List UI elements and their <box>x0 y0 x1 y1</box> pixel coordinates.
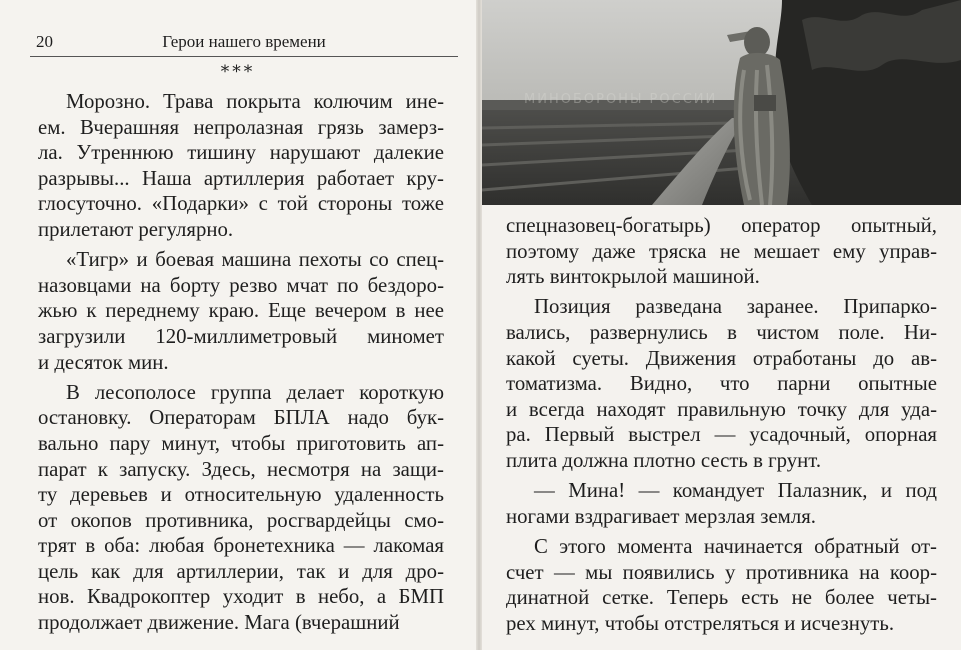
text-line: жью к переднему краю. Еще вечером в нее <box>38 299 444 323</box>
photo-watermark: МИНОБОРОНЫ РОССИИ <box>524 92 718 107</box>
running-header <box>30 30 458 57</box>
paragraph <box>38 89 444 243</box>
text-line: томатизма. Видно, что парни опытные <box>506 372 937 396</box>
text-line: счет — мы появились у противника на коор- <box>506 560 937 584</box>
right-body-text <box>506 213 937 636</box>
text-line: плита должна плотно сесть в грунт. <box>506 448 822 472</box>
paragraph <box>38 380 444 636</box>
text-line: разрывы... Наша артиллерия работает кру- <box>38 166 444 190</box>
text-line: Позиция разведана заранее. Припарко- <box>534 295 937 319</box>
soldier-photo <box>482 0 961 205</box>
text-line: Морозно. Трава покрыта колючим ине- <box>66 90 444 113</box>
text-line: какой суеты. Движения отработаны до ав- <box>506 346 937 370</box>
text-line: лять винтокрылой машиной. <box>506 265 760 289</box>
text-line: вально пару минут, чтобы приготовить ап- <box>38 431 444 455</box>
paragraph <box>38 247 444 375</box>
text-line: загрузили 120-миллиметровый миномет <box>38 324 444 348</box>
left-page <box>0 0 476 650</box>
text-line: С этого момента начинается обратный от- <box>534 534 937 558</box>
running-title: Герои нашего времени <box>162 32 326 51</box>
text-line: глосуточно. «Подарки» с той стороны тоже <box>38 192 444 216</box>
text-line: парат к запуску. Здесь, несмотря на защи- <box>38 457 444 481</box>
text-line: поэтому даже тряска не мешает ему управ- <box>506 239 937 263</box>
text-line: и всегда находят правильную точку для уда- <box>506 397 937 421</box>
text-line: спецназовец-богатырь) оператор опытный, <box>506 214 937 237</box>
text-line: «Тигр» и боевая машина пехоты со спец- <box>66 248 444 272</box>
right-page <box>482 0 961 650</box>
text-line: продолжает движение. Мага (вчерашний <box>38 611 400 635</box>
paragraph <box>506 213 937 290</box>
text-line: рех минут, чтобы отстреляться и исчезнуть. <box>506 611 895 635</box>
text-line: В лесополосе группа делает короткую <box>66 380 444 404</box>
section-break: *** <box>220 62 256 82</box>
paragraph <box>506 478 937 529</box>
text-line: трят в оба: любая бронетехника — лакомая <box>38 534 444 558</box>
text-line: нов. Квадрокоптер уходит в небо, а БМП <box>38 585 444 609</box>
text-line: динатной сетке. Теперь есть не более четы- <box>506 586 937 610</box>
text-line: ногами вздрагивает мерзлая земля. <box>506 504 816 528</box>
page-number: 20 <box>36 32 53 51</box>
text-line: — Мина! — командует Палазник, и под <box>534 479 937 503</box>
text-line: ем. Вчерашняя непролазная грязь замерз- <box>38 115 444 139</box>
text-line: назовцами на борту резво мчат по бездоро- <box>38 273 444 297</box>
paragraph <box>506 534 937 636</box>
text-line: вались, развернулись в чистом поле. Ни- <box>506 320 937 344</box>
text-line: ла. Утреннюю тишину нарушают далекие <box>38 141 444 165</box>
text-line: и десяток мин. <box>38 350 169 374</box>
text-line: цель как для артиллерии, так и для дро- <box>38 559 444 583</box>
text-line: ра. Первый выстрел — усадочный, опорная <box>506 423 937 447</box>
text-line: прилетают регулярно. <box>38 217 234 241</box>
left-body-text <box>38 89 444 636</box>
text-line: остановку. Операторам БПЛА надо бук- <box>38 406 444 430</box>
paragraph <box>506 294 937 473</box>
text-line: ту деревьев и относительную удаленность <box>38 483 444 507</box>
text-line: от окопов противника, росгвардейцы смо- <box>38 508 444 532</box>
